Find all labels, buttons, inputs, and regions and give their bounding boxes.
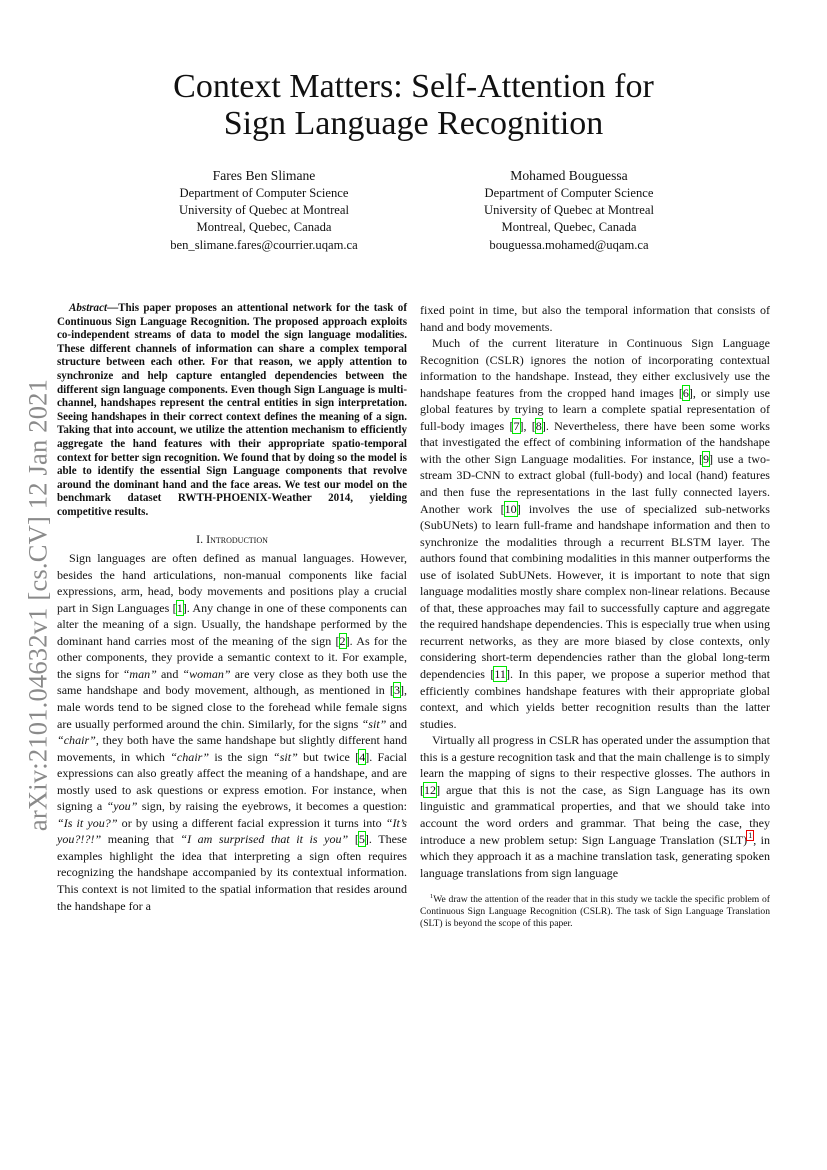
abstract <box>57 302 407 520</box>
text-run: , or simply use global features by trying to learn a complete spatial representation of full-body images <box>420 385 770 433</box>
citation-link[interactable]: 10 <box>504 501 517 516</box>
text-run: . As for the other components, they provide a semantic context to it. For example, the signs for <box>57 633 407 681</box>
text-run: and <box>156 666 183 681</box>
italic-term: “chair” <box>170 749 210 764</box>
intro-paragraph-2: Much of the current literature in Continuous Sign Language Recognition (CSLR) ignores the notion of incorporating contextual information to the handshape. Instead, they either exclusively use the handshape features from the cropped hand images [6], or simply use global features by trying to learn a complete spatial representation of full-body images [7], [8]. Nevertheless, there have been some works that investigated the effect of combining information of the handshape with the other Sign Language modalities. For instance, [9] use a two-stream 3D-CNN to extract global (full-body) and local (hand) features and then fuse the representations in the last fully connected layers. Another work [10] involves the use of specialized sub-networks (SubUNets) to learn full-frame and handshape information and then to synchronize the modalities through a recurrent BLSTM layer. The authors found that combining modalities in this manner outperforms the use of isolated SubUNets. However, it is important to note that sign language modalities mostly share complex non-linear relations. Because of that, these approaches may fail to successfully capture and aggregate the required handshape dependencies. This is especially true when using recurrent networks, as they are more biased by close contexts, only considering short-term dependencies rather than the global long-term dependencies [11]. In this paper, we propose a superior method that efficiently combines handshape features with their appropriate global context, and which yields better recognition results than the latter studies. <box>420 336 771 731</box>
text-run: , they both have the same handshape but slightly different hand movements, in which <box>57 733 407 764</box>
text-run: , male words tend to be signed close to the forehead while female signs are usually performed around the chin. Similarly, for the signs <box>57 683 407 731</box>
text-run: Much of the current literature in Continuous Sign Language Recognition (CSLR) ignores the notion of incorporating contextual information to the handshape. Instead, they either exclusively use the handshape features from the cropped hand images <box>420 336 770 400</box>
citation-link[interactable]: 7 <box>513 418 520 433</box>
text-run <box>348 832 355 846</box>
title-line-2: Sign Language Recognition <box>223 105 604 142</box>
citation-link[interactable]: 9 <box>702 451 709 466</box>
intro-paragraph-3: Virtually all progress in CSLR has operated under the assumption that this is a gesture recognition task and that the main challenge is to simply learn the mapping of signs to their respective glosses. The authors in [12] argue that this is not the case, as Sign Language has its own linguistic and grammatical properties, and that we should take into account the word orders and grammar. That being the case, they introduce a new problem setup: Sign Language Translation (SLT)$^1$, in which they approach it as a machine translation task, generating spoken language translations from sign language <box>420 733 770 880</box>
author-department: Department of Computer Science <box>179 186 349 200</box>
section-title: Introduction <box>206 531 268 546</box>
author-email[interactable]: ben_slimane.fares@courrier.uqam.ca <box>170 237 358 252</box>
italic-term: “sit” <box>273 749 298 764</box>
text-run: . In this paper, we propose a superior method that efficiently combines handshape features with their appropriate global context, and which yields better recognition results than the latter studies. <box>420 667 770 731</box>
author-email[interactable]: bouguessa.mohamed@uqam.ca <box>489 237 649 252</box>
text-run: and <box>386 716 408 731</box>
italic-term: “Is it you?” <box>57 815 118 830</box>
intro-paragraph-1-continued <box>420 302 770 335</box>
section-heading-introduction <box>57 531 407 548</box>
citation-link[interactable]: 8 <box>535 418 542 433</box>
footnote <box>420 891 770 930</box>
italic-term: “I am surprised that it is you” <box>180 832 349 847</box>
text-run: are very close as they both use the same handshape and body movement, although, as mentioned in <box>57 666 407 698</box>
text-run: Virtually all progress in CSLR has operated under the assumption that this is a gesture recognition task and that the main challenge is to simply learn the mapping of signs to their respective glosses. The authors in <box>420 733 770 781</box>
text-run: argue that this is not the case, as Sign Language has its own linguistic and grammatical properties, and that we should take into account the word orders and grammar. That being the case, they introduce a new problem setup: Sign Language Translation (SLT) <box>420 782 770 847</box>
section-number: I. <box>196 531 204 546</box>
arxiv-stamp-text: arXiv:2101.04632v1 [cs.CV] 12 Jan 2021 <box>22 378 53 832</box>
citation-link[interactable]: 4 <box>359 749 366 764</box>
text-run: meaning that <box>101 832 181 847</box>
intro-paragraph-1: Sign languages are often defined as manual languages. However, besides the hand articulations, non-manual components like facial expressions, arm, head, body movements and positions play a crucial part in Sign Languages [1]. Any change in one of these components can alter the meaning of a sign. Usually, the handshape performed by the dominant hand carries most of the meaning of the sign [2]. As for the other components, they provide a semantic context to it. For example, the signs for “man” and “woman” are very close as they both use the same handshape and body movement, although, as mentioned in [3], male words tend to be signed close to the forehead while female signs are usually performed around the chin. Similarly, for the signs “sit” and “chair”, they both have the same handshape but slightly different hand movements, in which “chair” is the sign “sit” but twice [4]. Facial expressions can also greatly affect the meaning of a handshape, and are mostly used to ask questions or express emotion. For instance, when signing a “you” sign, by raising the eyebrows, it becomes a question: “Is it you?” or by using a different facial expression it turns into “It’s you?!?!” meaning that “I am surprised that it is you” [5]. These examples highlight the idea that interpreting a sign often requires recognizing the handshape accompanied by its contextual information. This context is not limited to the spatial information that resides around the handshape for a <box>57 551 408 913</box>
left-column <box>57 302 407 914</box>
footnote-text: We draw the attention of the reader that in this study we tackle the specific problem of Continuous Sign Language Recognition (CSLR). The task of Sign Language Translation (SLT) is beyond the scope of this paper. <box>420 894 770 930</box>
italic-term: “you” <box>106 799 138 814</box>
text-run: sign, by raising the eyebrows, it becomes a question: <box>137 799 407 814</box>
citation-link[interactable]: 11 <box>494 667 506 682</box>
text-run: fixed point in time, but also the temporal information that consists of hand and body movements. <box>420 303 770 334</box>
text-run: , in which they approach it as a machine translation task, generating spoken language translations from sign language <box>420 832 770 880</box>
footnote-reference-link[interactable]: 1 <box>748 831 753 841</box>
author-name: Mohamed Bouguessa <box>510 168 628 183</box>
abstract-label: Abstract <box>69 302 108 314</box>
title-line-1: Context Matters: Self-Attention for <box>173 68 654 105</box>
arxiv-identifier-stamp <box>18 365 58 845</box>
text-run: involves the use of specialized sub-networks (SubUNets) to learn full-frame and handshape information and then to synchronize the modalities through a recurrent BLSTM layer. The authors found that combining modalities in this manner outperforms the use of isolated SubUNets. However, it is important to note that sign language modalities mostly share complex non-linear relations. Because of that, these approaches may fail to successfully capture and aggregate the required handshape dependencies. This is especially true when using recurrent networks, as they are more biased by close contexts, only considering short-term dependencies rather than the global long-term dependencies <box>420 501 770 682</box>
text-run: Sign languages are often defined as manual languages. However, besides the hand articulations, non-manual components like facial expressions, arm, head, body movements and positions play a crucial part in Sign Languages <box>57 551 407 615</box>
footnote-mark: 1 <box>430 893 434 901</box>
italic-term: “chair” <box>57 733 96 748</box>
text-run: use a two-stream 3D-CNN to extract global (full-body) and local (hand) features and then fuse the representations in the last fully connected layers. Another work <box>420 451 771 516</box>
italic-term: “man” <box>122 666 157 681</box>
citation-link[interactable]: 12 <box>424 782 437 797</box>
abstract-text: This paper proposes an attentional network for the task of Continuous Sign Language Recognition. The proposed approach exploits co-independent streams of data to model the sign language modalities. These different channels of information can share a complex temporal structure between each other. For that reason, we apply attention to synchronize and help capture entangled dependencies between the different sign language components. Even though Sign Language is multi-channel, handshapes represent the central entities in sign interpretation. Seeing handshapes in their correct context defines the meaning of a sign. Taking that into account, we utilize the attention mechanism to efficiently aggregate the hand features with their appropriate spatio-temporal context for better sign recognition. We found that by doing so the model is able to identify the essential Sign Language components that revolve around the dominant hand and the face areas. We test our model on the benchmark dataset RWTH-PHOENIX-Weather 2014, yielding competitive results. <box>57 302 407 518</box>
author-block-2 <box>419 166 719 254</box>
author-university: University of Quebec at Montreal <box>484 203 654 218</box>
abstract-dash: — <box>107 302 119 314</box>
italic-term: “woman” <box>182 666 231 681</box>
text-run: . Facial expressions can also greatly affect the meaning of a handshape, and are mostly used to ask questions or express emotion. For instance, when signing a <box>57 749 407 814</box>
text-run: . Any change in one of these components can alter the meaning of a sign. Usually, the handshape performed by the dominant hand carries most of the meaning of the sign <box>57 600 407 648</box>
italic-term: “It’s you?!?!” <box>57 815 407 847</box>
citation-link[interactable]: 5 <box>358 832 365 847</box>
author-location: Montreal, Quebec, Canada <box>196 220 332 235</box>
text-run: or by using a different facial expression it turns into <box>117 815 386 830</box>
citation-link[interactable]: 1 <box>176 600 183 615</box>
text-run-split: . These examples highlight the idea that interpreting a sign often requires recognizing the handshape accompanied by its contextual information. This context is not limited to the spatial information that resides around the handshape for a <box>57 832 407 913</box>
citation-link[interactable]: 3 <box>393 683 400 698</box>
author-university: University of Quebec at Montreal <box>179 203 349 218</box>
citation-link[interactable]: 2 <box>339 633 346 648</box>
author-location: Montreal, Quebec, Canada <box>501 220 637 235</box>
text-run: is the sign <box>209 749 274 764</box>
text-run: . Nevertheless, there have been some works that investigated the effect of combining information of the handshape with the other Sign Language modalities. For instance, <box>420 418 770 466</box>
citation-link[interactable]: 6 <box>682 385 689 400</box>
right-column <box>420 302 770 930</box>
author-block-1 <box>114 166 414 254</box>
paper-title <box>100 68 727 142</box>
italic-term: “sit” <box>361 716 387 731</box>
text-run: but twice <box>297 749 356 764</box>
text-run: , <box>523 418 532 433</box>
author-department: Department of Computer Science <box>484 186 654 200</box>
author-name: Fares Ben Slimane <box>212 168 316 183</box>
